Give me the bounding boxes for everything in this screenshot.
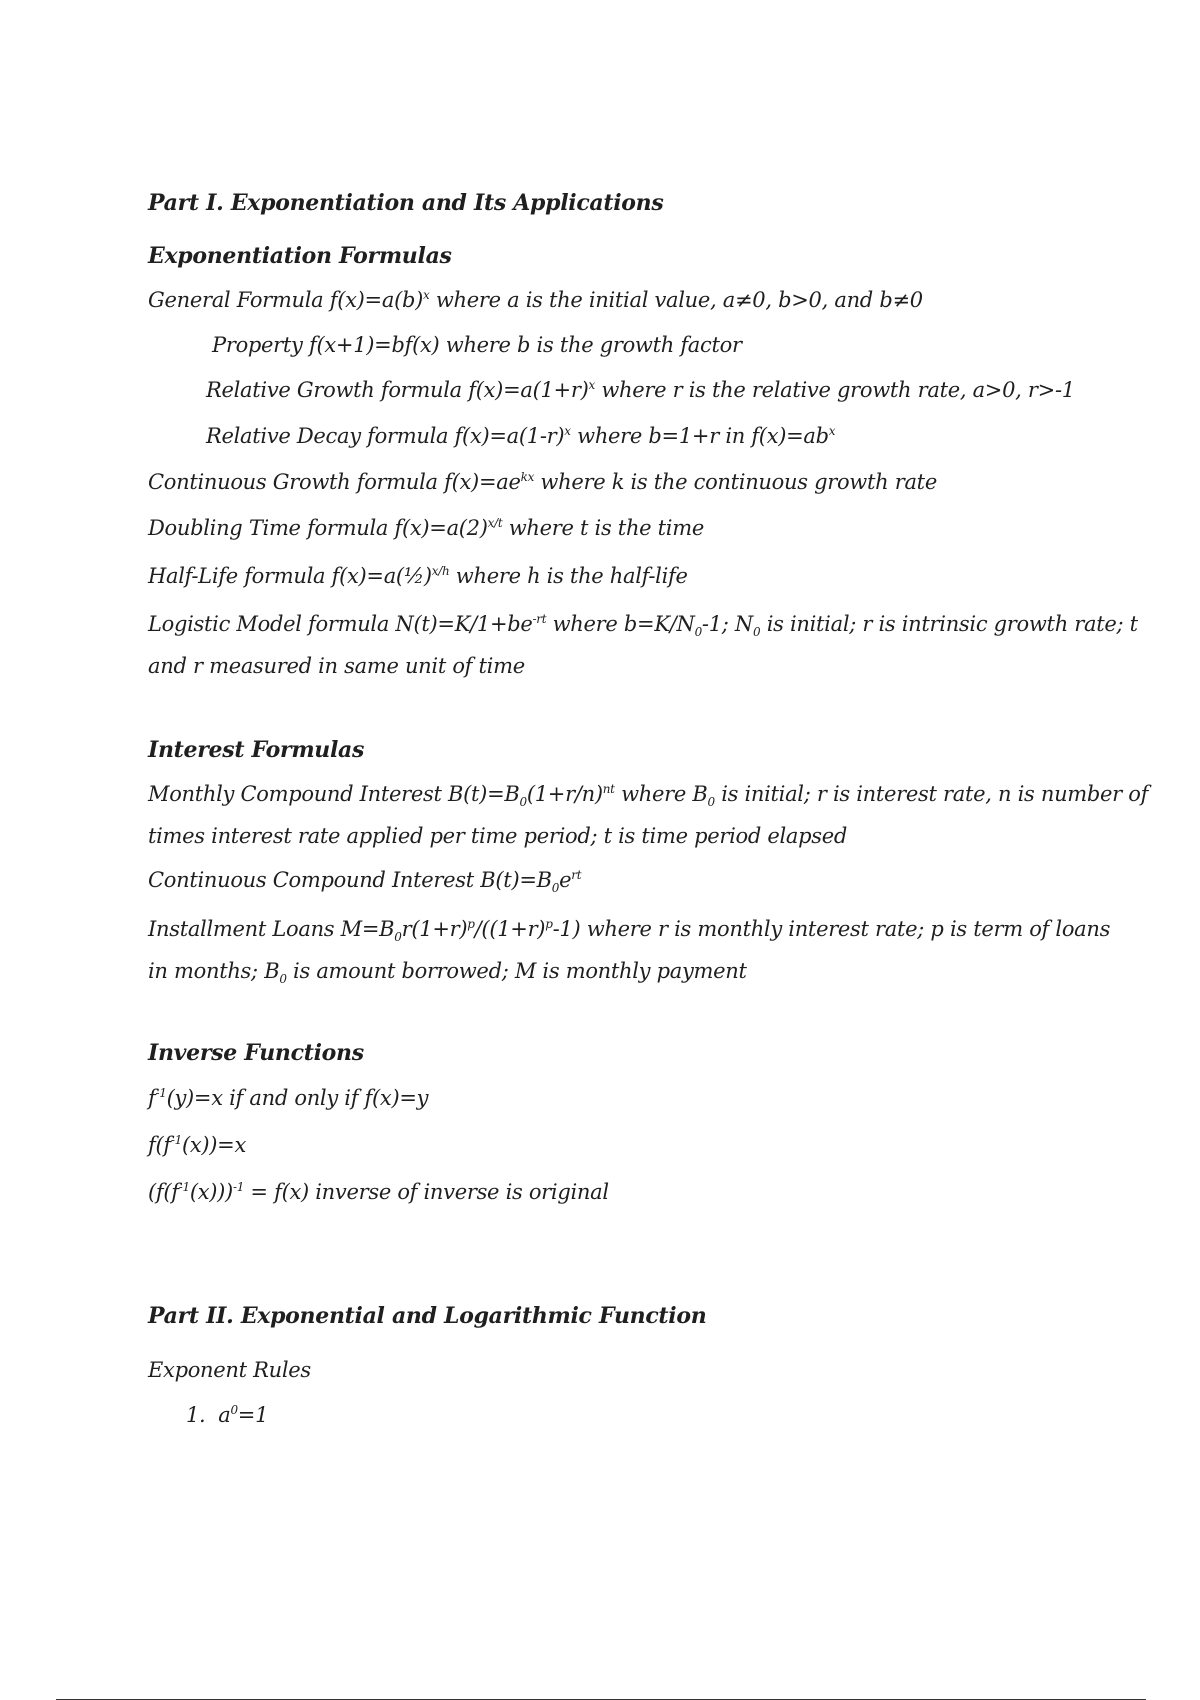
exponentiation-heading: Exponentiation Formulas [148,243,452,269]
list-number: 1. [186,1403,206,1427]
inverse-definition: $f^{-1}(y)=x$ if and only if f(x)=y [148,1086,429,1110]
logistic-model-formula: Logistic Model formula $N(t)=K/1+be^{-rt}$ where $b=K/N_0-1$; $N_0$ is initial; r is intrinsic growth rate; t [148,612,1138,640]
inverse-of-inverse: $(f(f^{-1}(x)))^{-1} = f(x)$ inverse of inverse is original [148,1180,609,1204]
monthly-compound-continuation: times interest rate applied per time period; t is time period elapsed [148,824,848,848]
property-formula: Property f(x+1)=bf(x) where b is the growth factor [212,333,742,357]
relative-growth-formula: Relative Growth formula $f(x)=a(1+r)^x$ where r is the relative growth rate, a>0, r>-1 [206,378,1075,402]
interest-heading: Interest Formulas [148,737,365,763]
relative-decay-formula: Relative Decay formula $f(x)=a(1-r)^x$ where b=1+r in $f(x)=ab^x$ [206,424,836,448]
continuous-compound-formula: Continuous Compound Interest $B(t)=B_0e^{rt}$ [148,868,582,896]
part1-title: Part I. Exponentiation and Its Applications [148,190,664,216]
logistic-model-continuation: and r measured in same unit of time [148,654,525,678]
inverse-composition: $f(f^{-1}(x))=x$ [148,1133,246,1157]
installment-loans-formula: Installment Loans $M=B_0r(1+r)^p/((1+r)^p-1)$ where r is monthly interest rate; p is term of loans [148,917,1111,945]
doubling-time-formula: Doubling Time formula $f(x)=a(2)^{x/t}$ where t is the time [148,516,704,540]
monthly-compound-formula: Monthly Compound Interest $B(t)=B_0(1+r/n)^{nt}$ where $B_0$ is initial; r is interest rate, n is number of [148,782,1149,810]
inverse-heading: Inverse Functions [148,1040,364,1066]
continuous-growth-formula: Continuous Growth formula $f(x)=ae^{kx}$ where k is the continuous growth rate [148,470,937,494]
half-life-formula: Half-Life formula f(x)=a(½)$^{x/h}$ where h is the half-life [148,564,688,588]
part2-title: Part II. Exponential and Logarithmic Function [148,1303,707,1329]
general-formula: General Formula $f(x)=a(b)^x$ where a is the initial value, a≠0, b>0, and b≠0 [148,288,923,312]
installment-loans-continuation: in months; $B_0$ is amount borrowed; M is monthly payment [148,959,747,987]
exponent-rules-heading: Exponent Rules [148,1358,311,1382]
exponent-rule-item: 1. $a^0=1$ [186,1403,269,1427]
